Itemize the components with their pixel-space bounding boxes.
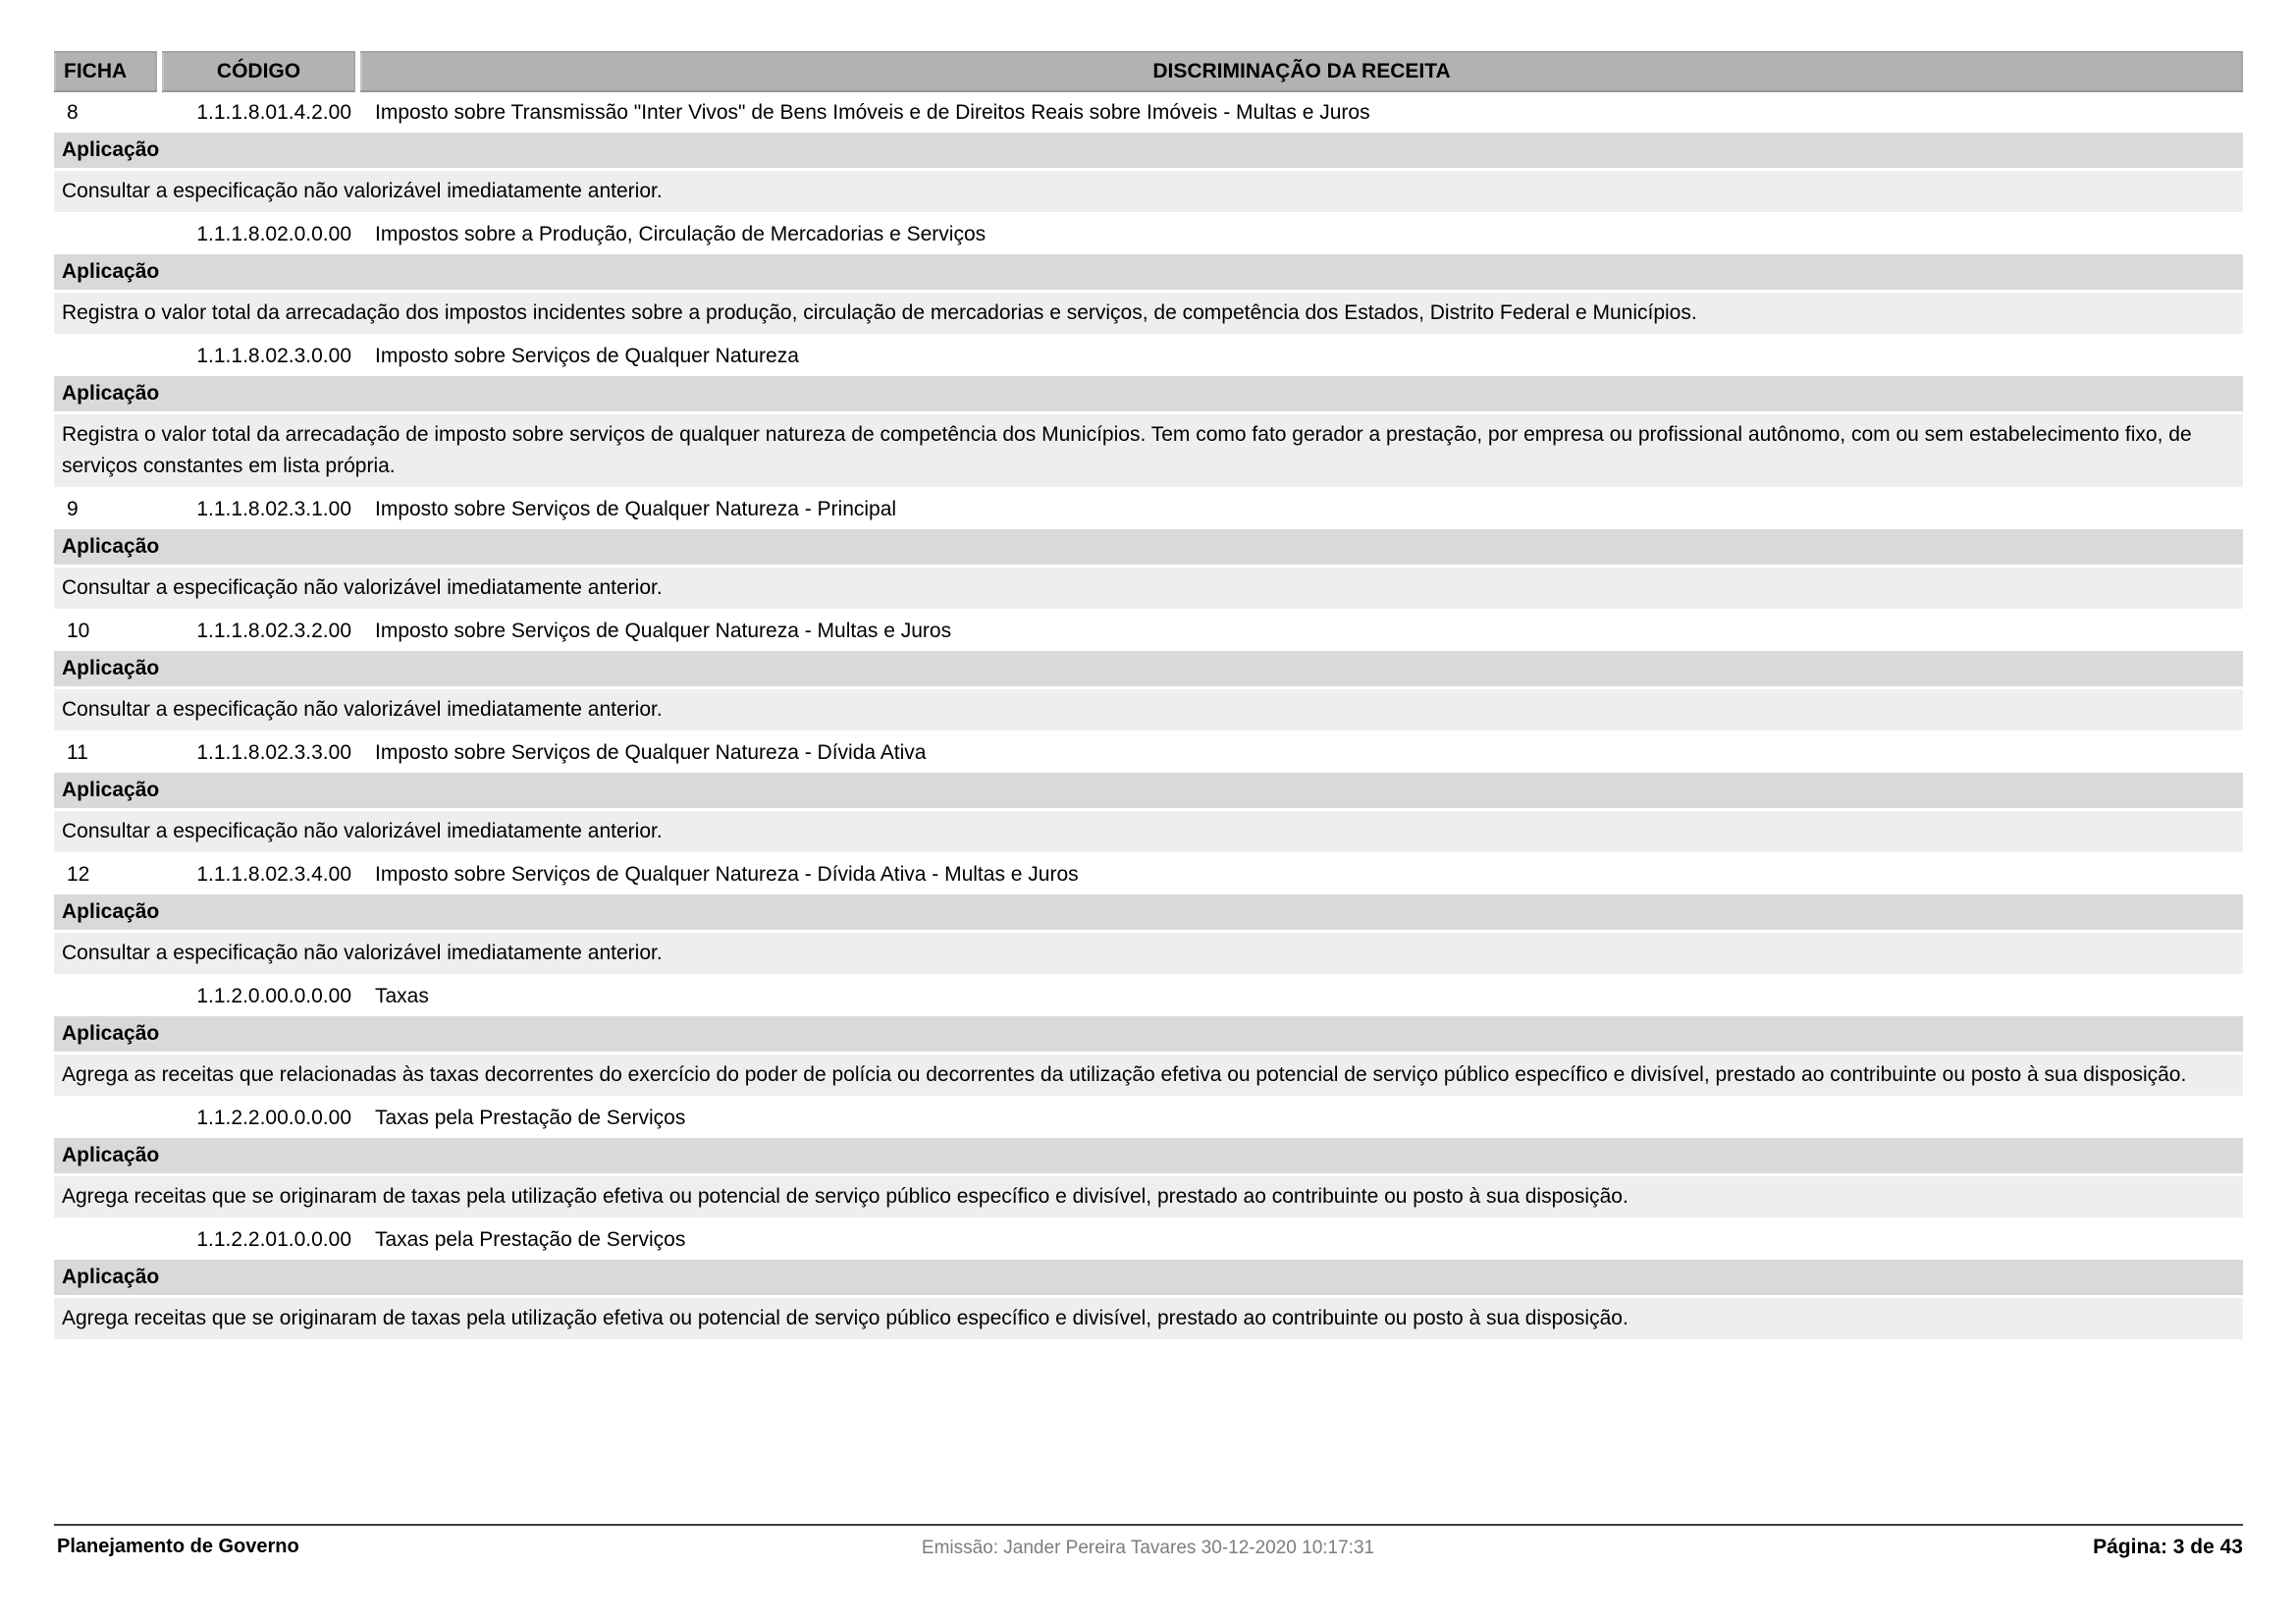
codigo-value: 1.1.2.2.01.0.0.00 [196, 1228, 351, 1251]
ficha-value [54, 1099, 157, 1138]
ficha-value [54, 1220, 157, 1260]
footer-page-number: Página: 3 de 43 [2093, 1536, 2243, 1558]
descricao-value: Taxas [375, 985, 429, 1007]
revenue-row-group [54, 733, 2243, 852]
descricao-value: Imposto sobre Serviços de Qualquer Natureza - Dívida Ativa - Multas e Juros [375, 863, 1079, 886]
code-row [54, 855, 2243, 894]
ficha-value [54, 215, 157, 254]
revenue-row-group [54, 93, 2243, 212]
aplicacao-text-row: Agrega receitas que se originaram de taxas pela utilização efetiva ou potencial de serviço público específico e divisível, prestado ao contribuinte ou posto à sua disposição. [54, 1176, 2243, 1217]
code-row [54, 93, 2243, 133]
codigo-value: 1.1.1.8.02.3.0.00 [196, 345, 351, 367]
aplicacao-label: Aplicação [62, 138, 160, 161]
ficha-value: 12 [67, 863, 90, 886]
aplicacao-label: Aplicação [62, 1022, 160, 1045]
revenue-row-group [54, 1099, 2243, 1217]
codigo-value: 1.1.1.8.02.3.1.00 [196, 498, 351, 520]
code-row [54, 1220, 2243, 1260]
descricao-value: Imposto sobre Serviços de Qualquer Natureza - Principal [375, 498, 897, 520]
revenue-table [54, 51, 2243, 1342]
aplicacao-header-row [54, 1260, 2243, 1295]
footer-report-title: Planejamento de Governo [57, 1536, 299, 1557]
aplicacao-header-row [54, 894, 2243, 930]
code-row [54, 490, 2243, 529]
aplicacao-text-row: Agrega receitas que se originaram de taxas pela utilização efetiva ou potencial de serviço público específico e divisível, prestado ao contribuinte ou posto à sua disposição. [54, 1298, 2243, 1339]
revenue-row-group [54, 1220, 2243, 1339]
aplicacao-label: Aplicação [62, 900, 160, 923]
aplicacao-text-row: Consultar a especificação não valorizável imediatamente anterior. [54, 568, 2243, 609]
ficha-value [54, 337, 157, 376]
codigo-value: 1.1.1.8.02.3.4.00 [196, 863, 351, 886]
aplicacao-header-row [54, 651, 2243, 686]
aplicacao-header-row [54, 773, 2243, 808]
aplicacao-label: Aplicação [62, 657, 160, 679]
aplicacao-header-row [54, 254, 2243, 290]
descricao-value: Taxas pela Prestação de Serviços [375, 1107, 686, 1129]
revenue-row-group [54, 215, 2243, 334]
aplicacao-label: Aplicação [62, 260, 160, 283]
column-header-discriminacao: DISCRIMINAÇÃO DA RECEITA [360, 51, 2243, 92]
codigo-value: 1.1.1.8.02.3.3.00 [196, 741, 351, 764]
revenue-row-group [54, 855, 2243, 974]
codigo-value: 1.1.2.2.00.0.0.00 [196, 1107, 351, 1129]
aplicacao-text-row: Registra o valor total da arrecadação de imposto sobre serviços de qualquer natureza de competência dos Municípios. Tem como fato gerador a prestação, por empresa ou profissional autônomo, com ou sem estabelecimento fixo, de serviços constantes em lista própria. [54, 414, 2243, 487]
aplicacao-header-row [54, 529, 2243, 565]
column-header-codigo: CÓDIGO [162, 51, 355, 92]
descricao-value: Impostos sobre a Produção, Circulação de Mercadorias e Serviços [375, 223, 987, 245]
revenue-row-group [54, 337, 2243, 487]
aplicacao-header-row [54, 1138, 2243, 1173]
aplicacao-header-row [54, 376, 2243, 411]
codigo-value: 1.1.1.8.02.3.2.00 [196, 620, 351, 642]
revenue-row-group [54, 977, 2243, 1096]
aplicacao-label: Aplicação [62, 779, 160, 801]
ficha-value [54, 977, 157, 1016]
footer-divider [54, 1524, 2243, 1526]
code-row [54, 1099, 2243, 1138]
column-header-ficha: FICHA [54, 51, 157, 92]
table-body [54, 93, 2243, 1339]
ficha-value: 9 [67, 498, 79, 520]
descricao-value: Imposto sobre Serviços de Qualquer Natureza - Dívida Ativa [375, 741, 927, 764]
descricao-value: Imposto sobre Serviços de Qualquer Natureza [375, 345, 799, 367]
code-row [54, 215, 2243, 254]
aplicacao-label: Aplicação [62, 382, 160, 405]
descricao-value: Imposto sobre Transmissão "Inter Vivos" de Bens Imóveis e de Direitos Reais sobre Imóveis - Multas e Juros [375, 101, 1370, 124]
aplicacao-text-row: Registra o valor total da arrecadação dos impostos incidentes sobre a produção, circulação de mercadorias e serviços, de competência dos Estados, Distrito Federal e Municípios. [54, 293, 2243, 334]
aplicacao-text-row: Consultar a especificação não valorizável imediatamente anterior. [54, 171, 2243, 212]
code-row [54, 337, 2243, 376]
aplicacao-text-row: Consultar a especificação não valorizável imediatamente anterior. [54, 811, 2243, 852]
code-row [54, 612, 2243, 651]
code-row [54, 733, 2243, 773]
aplicacao-header-row [54, 1016, 2243, 1052]
aplicacao-label: Aplicação [62, 1144, 160, 1166]
footer-emission-info: Emissão: Jander Pereira Tavares 30-12-2020 10:17:31 [921, 1538, 1375, 1558]
code-row [54, 977, 2243, 1016]
descricao-value: Taxas pela Prestação de Serviços [375, 1228, 686, 1251]
ficha-value: 11 [67, 741, 88, 764]
codigo-value: 1.1.1.8.01.4.2.00 [196, 101, 351, 124]
codigo-value: 1.1.1.8.02.0.0.00 [196, 223, 351, 245]
ficha-value: 8 [67, 101, 79, 124]
codigo-value: 1.1.2.0.00.0.0.00 [196, 985, 351, 1007]
aplicacao-label: Aplicação [62, 535, 160, 558]
aplicacao-label: Aplicação [62, 1266, 160, 1288]
aplicacao-text-row: Agrega as receitas que relacionadas às taxas decorrentes do exercício do poder de polícia ou decorrentes da utilização efetiva ou potencial de serviço público específico e divisível, prestado ao contribuinte ou posto à sua disposição. [54, 1055, 2243, 1096]
aplicacao-text-row: Consultar a especificação não valorizável imediatamente anterior. [54, 933, 2243, 974]
revenue-row-group [54, 612, 2243, 730]
table-header-row [54, 51, 2243, 92]
revenue-row-group [54, 490, 2243, 609]
aplicacao-header-row [54, 133, 2243, 168]
aplicacao-text-row: Consultar a especificação não valorizável imediatamente anterior. [54, 689, 2243, 730]
ficha-value: 10 [67, 620, 90, 642]
descricao-value: Imposto sobre Serviços de Qualquer Natureza - Multas e Juros [375, 620, 952, 642]
